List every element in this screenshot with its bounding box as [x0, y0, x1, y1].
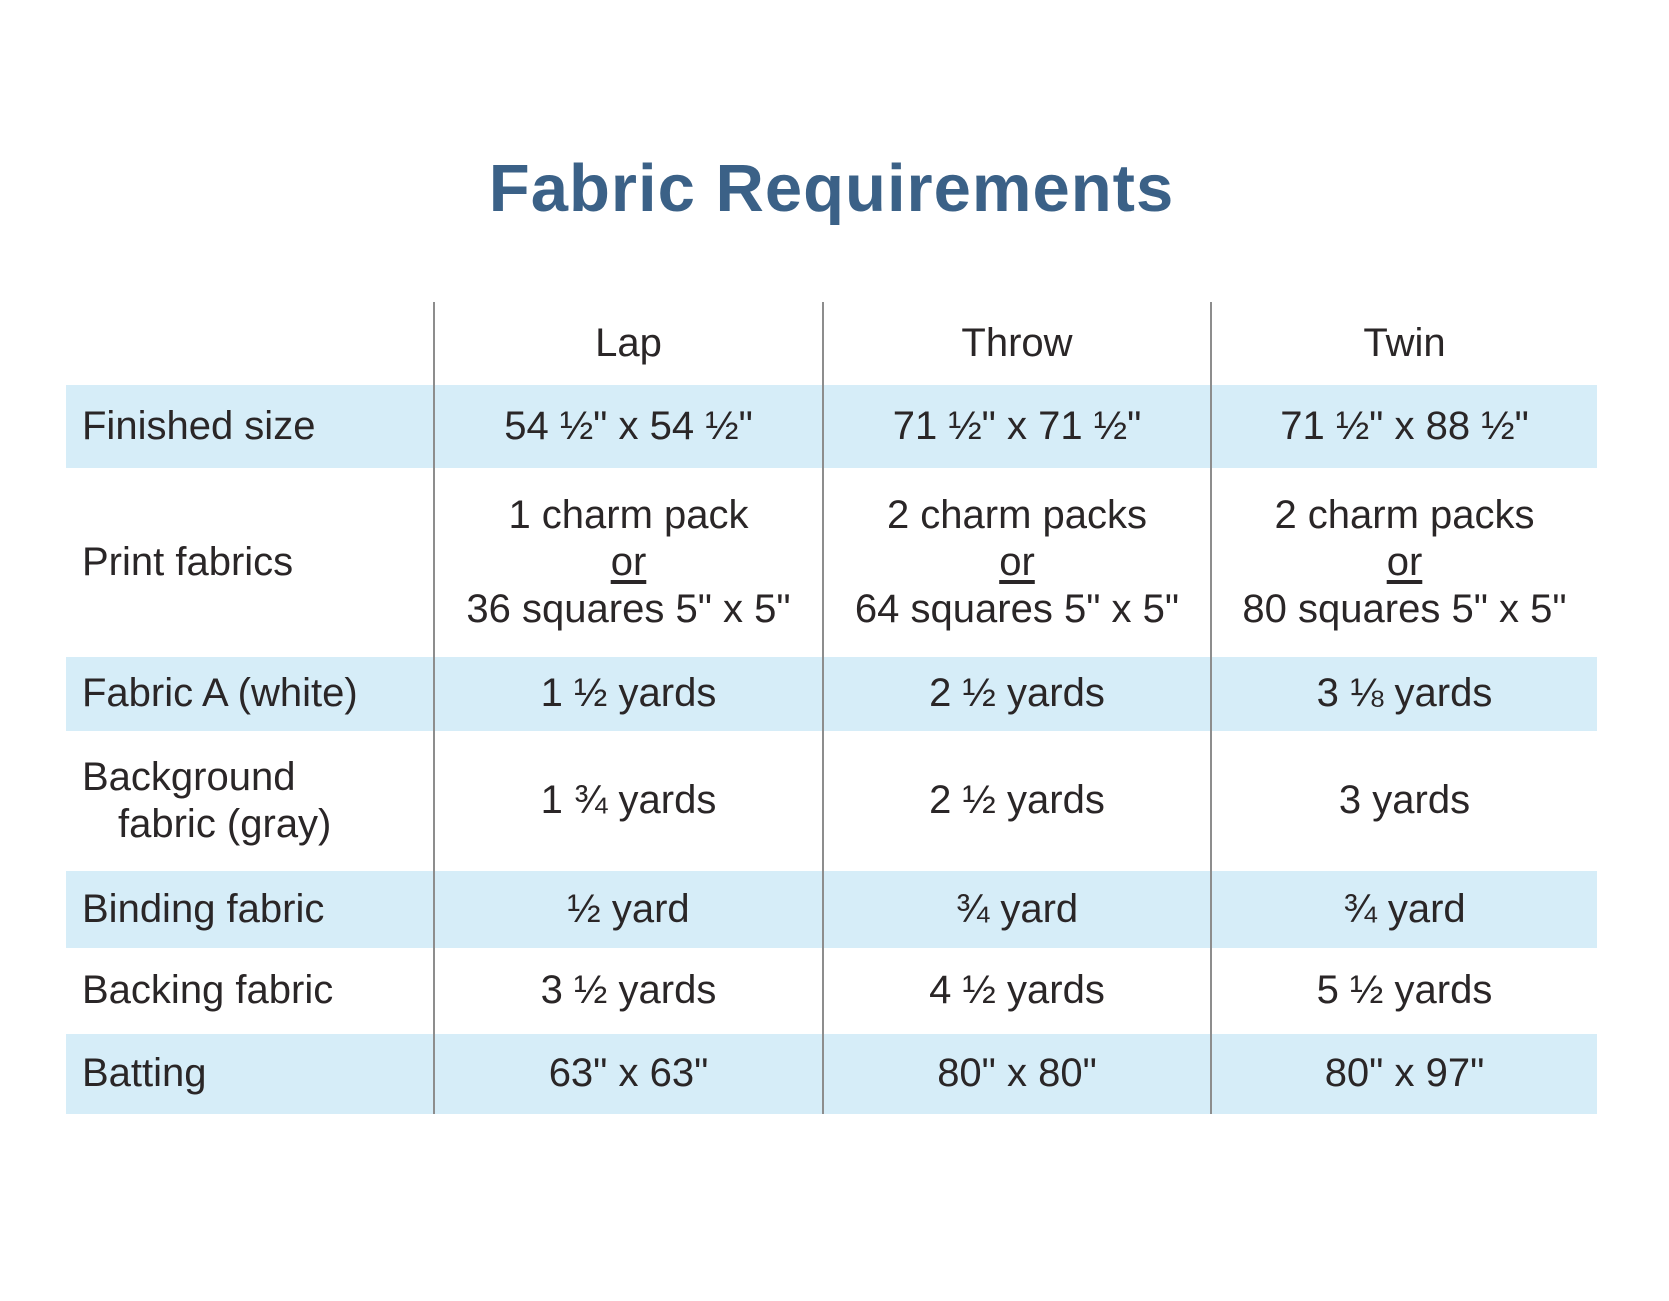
- cell-print-fabrics-twin: [1210, 468, 1597, 657]
- table-row-finished-size: [66, 385, 1597, 468]
- cell-background-fabric-throw: 2 ½ yards: [822, 731, 1210, 871]
- cell-finished-size-lap: 54 ½" x 54 ½": [433, 385, 822, 468]
- column-header-lap: Lap: [433, 302, 822, 385]
- table-row-fabric-a: [66, 657, 1597, 731]
- row-label-finished-size: Finished size: [82, 403, 316, 448]
- cell-binding-fabric-throw: ¾ yard: [822, 871, 1210, 948]
- background-fabric-label-line1: Background: [82, 754, 296, 799]
- page-title: Fabric Requirements: [488, 151, 1175, 226]
- row-label-print-fabrics: Print fabrics: [82, 539, 294, 584]
- cell-backing-fabric-lap: 3 ½ yards: [433, 948, 822, 1034]
- table-header-row: [66, 302, 1597, 385]
- table-row-batting: [66, 1034, 1597, 1114]
- cell-finished-size-throw: 71 ½" x 71 ½": [822, 385, 1210, 468]
- print-fabrics-throw-line1: 2 charm packs: [886, 493, 1148, 537]
- fabric-requirements-table: [66, 302, 1597, 1114]
- print-fabrics-lap-or: or: [610, 540, 647, 584]
- row-label-backing-fabric: Backing fabric: [82, 968, 334, 1013]
- cell-binding-fabric-twin: ¾ yard: [1210, 871, 1597, 948]
- cell-print-fabrics-throw: [822, 468, 1210, 657]
- table-row-background-fabric: [66, 731, 1597, 871]
- print-fabrics-lap-line1: 1 charm pack: [508, 493, 749, 537]
- cell-batting-twin: 80" x 97": [1210, 1034, 1597, 1114]
- cell-fabric-a-twin: 3 ⅛ yards: [1210, 657, 1597, 731]
- cell-fabric-a-lap: 1 ½ yards: [433, 657, 822, 731]
- table-row-print-fabrics: [66, 468, 1597, 657]
- cell-background-fabric-twin: 3 yards: [1210, 731, 1597, 871]
- cell-binding-fabric-lap: ½ yard: [433, 871, 822, 948]
- print-fabrics-throw-line3: 64 squares 5" x 5": [854, 587, 1180, 631]
- cell-backing-fabric-throw: 4 ½ yards: [822, 948, 1210, 1034]
- cell-background-fabric-lap: 1 ¾ yards: [433, 731, 822, 871]
- cell-backing-fabric-twin: 5 ½ yards: [1210, 948, 1597, 1034]
- print-fabrics-throw-or: or: [999, 540, 1035, 584]
- print-fabrics-twin-line3: 80 squares 5" x 5": [1242, 587, 1567, 631]
- print-fabrics-lap-line3: 36 squares 5" x 5": [466, 587, 791, 631]
- cell-batting-throw: 80" x 80": [822, 1034, 1210, 1114]
- background-fabric-label-line2: fabric (gray): [118, 802, 332, 846]
- cell-print-fabrics-lap: [433, 468, 822, 657]
- cell-fabric-a-throw: 2 ½ yards: [822, 657, 1210, 731]
- row-label-fabric-a: Fabric A (white): [82, 671, 358, 716]
- header-empty-cell: [66, 302, 433, 385]
- row-label-binding-fabric: Binding fabric: [82, 886, 325, 931]
- row-label-batting: Batting: [82, 1051, 207, 1096]
- print-fabrics-twin-or: or: [1386, 540, 1423, 584]
- column-header-throw: Throw: [822, 302, 1210, 385]
- cell-finished-size-twin: 71 ½" x 88 ½": [1210, 385, 1597, 468]
- row-label-background-fabric: [66, 731, 433, 871]
- print-fabrics-twin-line1: 2 charm packs: [1274, 493, 1535, 537]
- table-row-binding-fabric: [66, 871, 1597, 948]
- table-row-backing-fabric: [66, 948, 1597, 1034]
- column-header-twin: Twin: [1210, 302, 1597, 385]
- cell-batting-lap: 63" x 63": [433, 1034, 822, 1114]
